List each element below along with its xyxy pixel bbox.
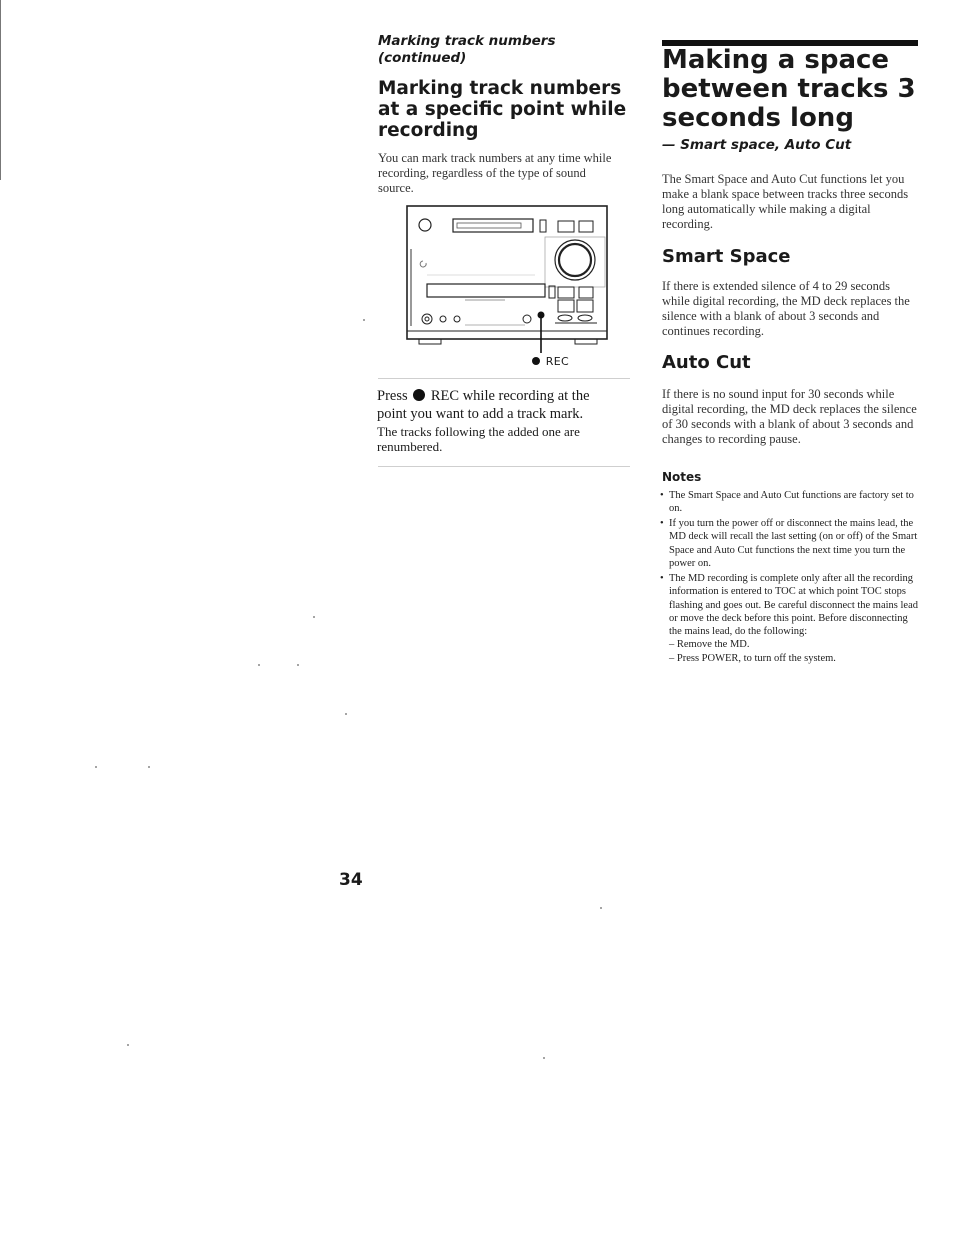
auto-cut-paragraph: If there is no sound input for 30 seconds while digital recording, the MD deck replaces the silence of 30 seconds with a blank of about 3 seconds and changes to recording pause. <box>662 387 917 446</box>
divider <box>378 378 630 379</box>
running-head: Marking track numbers (continued) <box>378 33 556 66</box>
scan-speck <box>297 664 299 666</box>
smart-space-heading: Smart Space <box>662 246 791 267</box>
scan-speck <box>543 1057 545 1059</box>
scan-speck <box>148 766 150 768</box>
scan-speck <box>313 616 315 618</box>
list-item <box>660 489 918 516</box>
bullet: • <box>660 490 664 501</box>
list-item <box>660 517 918 570</box>
step-text-after: REC while recording at the point you want to add a track mark. <box>377 388 590 422</box>
scan-speck <box>363 319 365 321</box>
rec-symbol-icon <box>413 389 425 401</box>
list-item <box>660 572 918 665</box>
page-title: Making a space between tracks 3 seconds long <box>662 45 916 133</box>
auto-cut-heading: Auto Cut <box>662 352 751 373</box>
sub-list-item: – Press POWER, to turn off the system. <box>669 652 836 664</box>
scan-speck <box>258 664 260 666</box>
bullet: • <box>660 572 664 584</box>
step-instruction <box>377 387 617 423</box>
note-text: The Smart Space and Auto Cut functions are factory set to on. <box>669 490 914 515</box>
scan-speck <box>600 907 602 909</box>
scan-speck <box>127 1044 129 1046</box>
page-edge-line <box>0 0 1 180</box>
divider <box>378 466 630 467</box>
scan-speck <box>345 713 347 715</box>
notes-list <box>660 489 918 667</box>
page-number: 34 <box>339 870 363 890</box>
md-deck-illustration <box>405 201 615 376</box>
smart-space-paragraph: If there is extended silence of 4 to 29 seconds while digital recording, the MD deck replaces the silence with a blank of about 3 seconds and continues recording. <box>662 279 910 338</box>
section-heading-marking: Marking track numbers at a specific point while recording <box>378 78 627 141</box>
bullet: • <box>660 518 664 530</box>
rec-callout <box>530 355 569 368</box>
rec-symbol-icon <box>532 357 540 365</box>
page-subtitle: — Smart space, Auto Cut <box>662 137 852 153</box>
marking-intro-paragraph: You can mark track numbers at any time while recording, regardless of the type of sound source. <box>378 151 612 195</box>
sub-list-item: – Remove the MD. <box>669 639 750 651</box>
sub-list <box>669 638 918 665</box>
note-text: If you turn the power off or disconnect the mains lead, the MD deck will recall the last setting (on or off) of the Smart Space and Auto Cut functions the next time you turn the power on. <box>669 518 918 570</box>
rec-callout-label: REC <box>545 355 569 368</box>
step-text-before: Press <box>377 388 408 404</box>
note-text: The MD recording is complete only after all the recording information is entered to TOC at which point TOC stops flashing and goes out. Be careful disconnect the mains lead or move the deck before this point. Before disconnecting the mains lead, do the following: <box>669 572 919 638</box>
notes-heading: Notes <box>662 470 702 484</box>
step-note: The tracks following the added one are renumbered. <box>377 424 580 454</box>
intro-paragraph: The Smart Space and Auto Cut functions let you make a blank space between tracks three seconds long automatically while making a digital recording. <box>662 172 909 231</box>
scan-speck <box>95 766 97 768</box>
